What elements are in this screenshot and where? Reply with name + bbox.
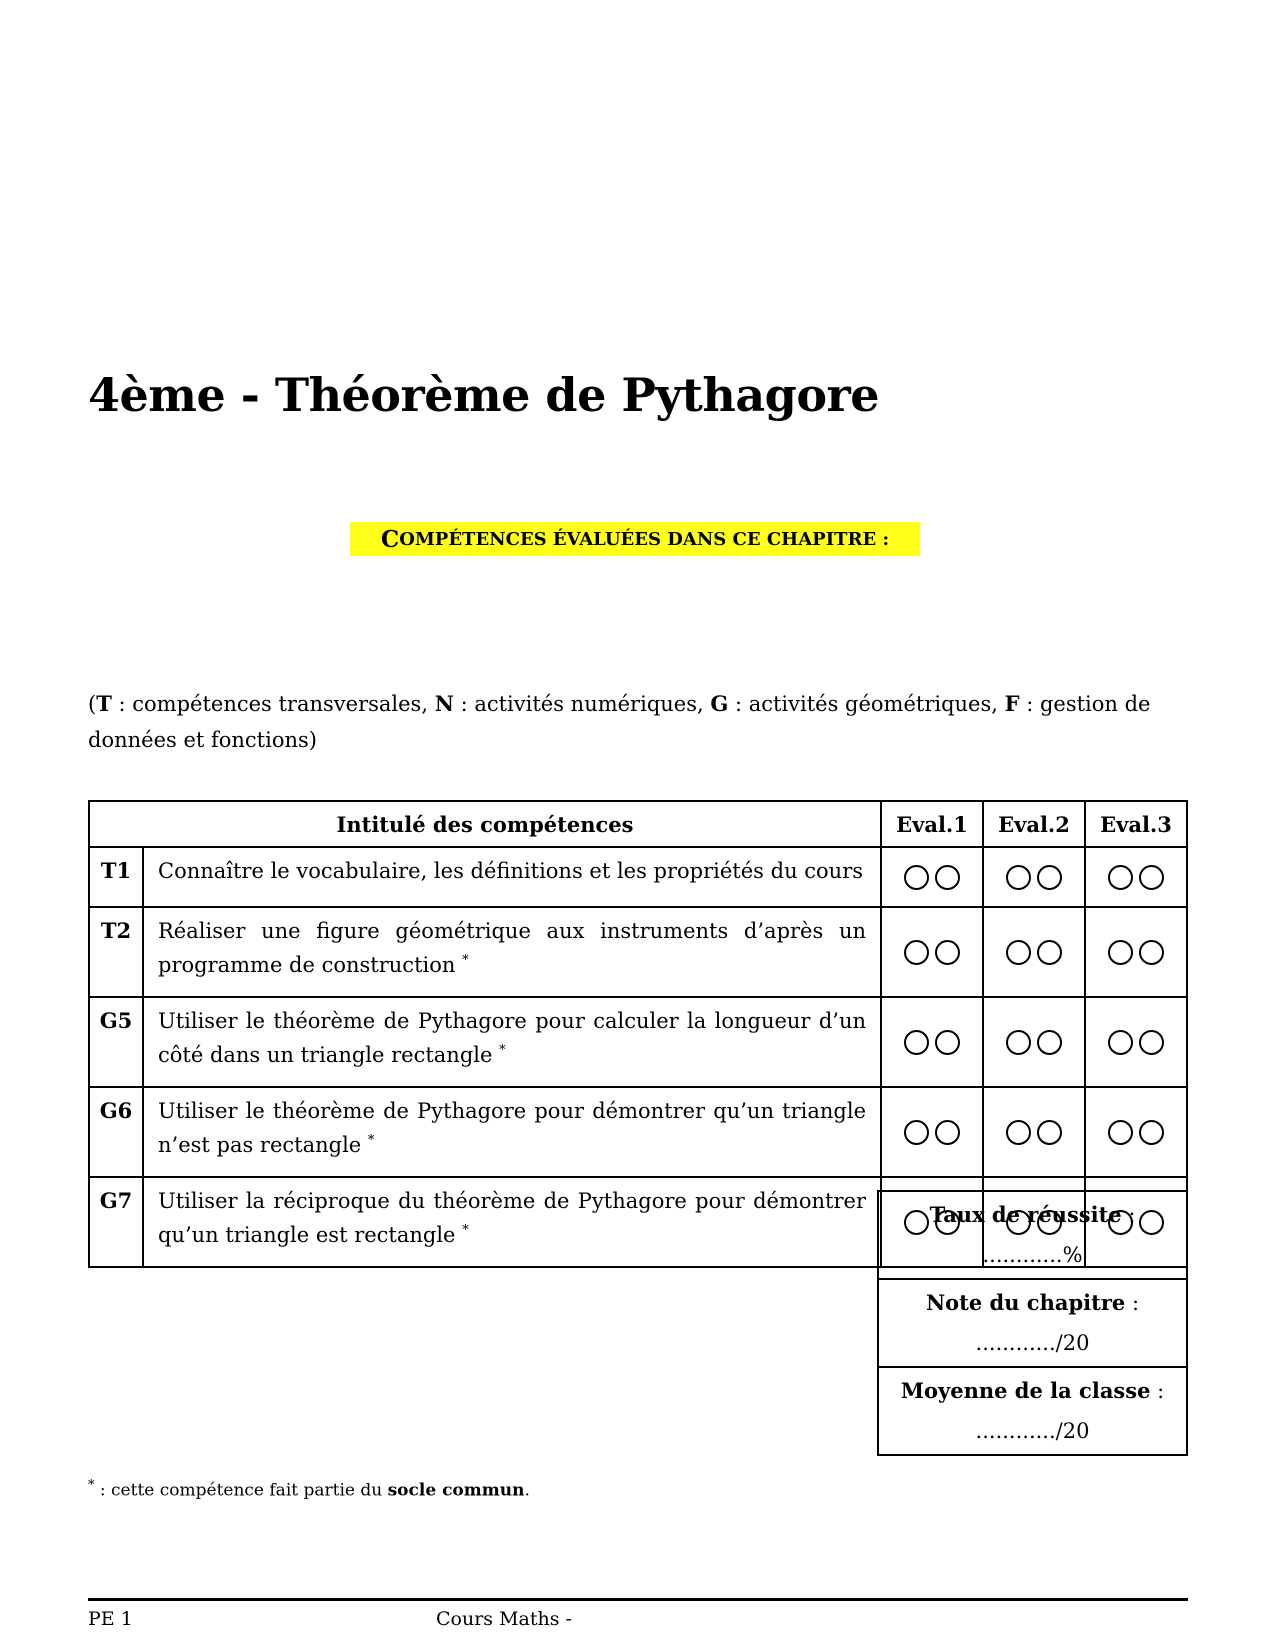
- competence-label: Utiliser la réciproque du théorème de Pythagore pour démontrer qu’un triangle est rectangle: [158, 1189, 866, 1247]
- moyenne-colon: :: [1150, 1379, 1165, 1403]
- competence-label: Utiliser le théorème de Pythagore pour démontrer qu’un triangle n’est pas rectangle: [158, 1099, 866, 1157]
- taux-cell: [878, 1191, 1187, 1279]
- eval3-cell: [1085, 1087, 1187, 1177]
- section-heading-text: OMPÉTENCES ÉVALUÉES DANS CE CHAPITRE :: [399, 528, 890, 550]
- note-colon: :: [1125, 1291, 1140, 1315]
- header-eval3: Eval.3: [1085, 801, 1187, 847]
- moyenne-cell: [878, 1367, 1187, 1455]
- footnote-text: : cette compétence fait partie du: [94, 1480, 388, 1501]
- footer-rule: [88, 1598, 1188, 1601]
- legend-text-t: : compétences transversales,: [111, 692, 435, 716]
- table-row: [89, 907, 1187, 997]
- eval3-cell: [1085, 997, 1187, 1087]
- note-label: Note du chapitre: [925, 1290, 1126, 1315]
- circle-checkbox[interactable]: [1139, 1120, 1164, 1145]
- circle-checkbox[interactable]: [1037, 940, 1062, 965]
- footer-left: PE 1: [88, 1608, 133, 1630]
- header-eval2: Eval.2: [983, 801, 1085, 847]
- eval1-cell: [881, 907, 983, 997]
- competence-code: T2: [89, 907, 143, 997]
- socle-star: *: [499, 1043, 506, 1058]
- table-header-row: [89, 801, 1187, 847]
- circle-checkbox[interactable]: [904, 865, 929, 890]
- footnote-end: .: [524, 1480, 530, 1501]
- taux-colon: :: [1121, 1203, 1136, 1227]
- competence-code: G7: [89, 1177, 143, 1267]
- legend-text-g: : activités géométriques,: [728, 692, 1005, 716]
- legend-key-n: N: [434, 691, 454, 716]
- table-row: [89, 847, 1187, 907]
- eval3-cell: [1085, 847, 1187, 907]
- eval1-cell: [881, 1087, 983, 1177]
- competence-code: G5: [89, 997, 143, 1087]
- legend-key-f: F: [1004, 691, 1020, 716]
- circle-checkbox[interactable]: [904, 940, 929, 965]
- circle-checkbox[interactable]: [1037, 1030, 1062, 1055]
- legend-text-f: : gestion de données et fonctions): [88, 692, 1151, 752]
- circle-checkbox[interactable]: [1139, 940, 1164, 965]
- competence-text: [143, 847, 881, 907]
- footer-center: Cours Maths -: [436, 1608, 572, 1630]
- socle-star: *: [462, 1223, 469, 1238]
- circle-checkbox[interactable]: [935, 1120, 960, 1145]
- eval3-cell: [1085, 907, 1187, 997]
- competence-label: Utiliser le théorème de Pythagore pour calculer la longueur d’un côté dans un triangle rectangle: [158, 1009, 866, 1067]
- competence-text: [143, 1177, 881, 1267]
- circle-checkbox[interactable]: [1006, 940, 1031, 965]
- competence-code: G6: [89, 1087, 143, 1177]
- legend-key-g: G: [710, 691, 729, 716]
- competence-text: [143, 997, 881, 1087]
- circle-checkbox[interactable]: [904, 1120, 929, 1145]
- taux-value[interactable]: ............%: [982, 1243, 1083, 1267]
- page-title: 4ème - Théorème de Pythagore: [88, 368, 880, 422]
- note-cell: [878, 1279, 1187, 1367]
- circle-checkbox[interactable]: [1108, 940, 1133, 965]
- moyenne-value[interactable]: ............/20: [975, 1419, 1090, 1443]
- eval2-cell: [983, 907, 1085, 997]
- eval2-cell: [983, 847, 1085, 907]
- legend-key-t: T: [96, 691, 112, 716]
- competence-label: Réaliser une figure géométrique aux instruments d’après un programme de construction: [158, 919, 866, 977]
- table-row: [89, 997, 1187, 1087]
- circle-checkbox[interactable]: [935, 1030, 960, 1055]
- circle-checkbox[interactable]: [904, 1030, 929, 1055]
- footnote: [88, 1478, 530, 1501]
- circle-checkbox[interactable]: [935, 865, 960, 890]
- competence-label: Connaître le vocabulaire, les définitions et les propriétés du cours: [158, 859, 864, 883]
- table-row: [89, 1087, 1187, 1177]
- section-heading-initial: C: [380, 525, 400, 553]
- header-eval1: Eval.1: [881, 801, 983, 847]
- circle-checkbox[interactable]: [1108, 865, 1133, 890]
- eval1-cell: [881, 997, 983, 1087]
- competence-code: T1: [89, 847, 143, 907]
- circle-checkbox[interactable]: [1006, 1030, 1031, 1055]
- circle-checkbox[interactable]: [1006, 865, 1031, 890]
- moyenne-label: Moyenne de la classe: [900, 1378, 1151, 1403]
- circle-checkbox[interactable]: [1037, 865, 1062, 890]
- legend-text-n: : activités numériques,: [453, 692, 711, 716]
- results-table: [877, 1190, 1188, 1456]
- footnote-bold: socle commun: [387, 1480, 525, 1501]
- circle-checkbox[interactable]: [1108, 1030, 1133, 1055]
- circle-checkbox[interactable]: [1006, 1120, 1031, 1145]
- footnote-star: *: [88, 1478, 95, 1493]
- circle-checkbox[interactable]: [1139, 865, 1164, 890]
- header-competence: Intitulé des compétences: [89, 801, 881, 847]
- circle-checkbox[interactable]: [1139, 1030, 1164, 1055]
- section-heading: [350, 522, 920, 556]
- legend: (T : compétences transversales, N : activités numériques, G : activités géométriques, F : gestion de données et fonctions): [88, 691, 1151, 752]
- circle-checkbox[interactable]: [1037, 1120, 1062, 1145]
- eval2-cell: [983, 1087, 1085, 1177]
- taux-label: Taux de réussite: [929, 1202, 1122, 1227]
- competence-text: [143, 907, 881, 997]
- circle-checkbox[interactable]: [935, 940, 960, 965]
- eval2-cell: [983, 997, 1085, 1087]
- socle-star: *: [367, 1133, 375, 1148]
- eval1-cell: [881, 847, 983, 907]
- competence-text: [143, 1087, 881, 1177]
- socle-star: *: [462, 953, 469, 968]
- circle-checkbox[interactable]: [1108, 1120, 1133, 1145]
- note-value[interactable]: ............/20: [975, 1331, 1090, 1355]
